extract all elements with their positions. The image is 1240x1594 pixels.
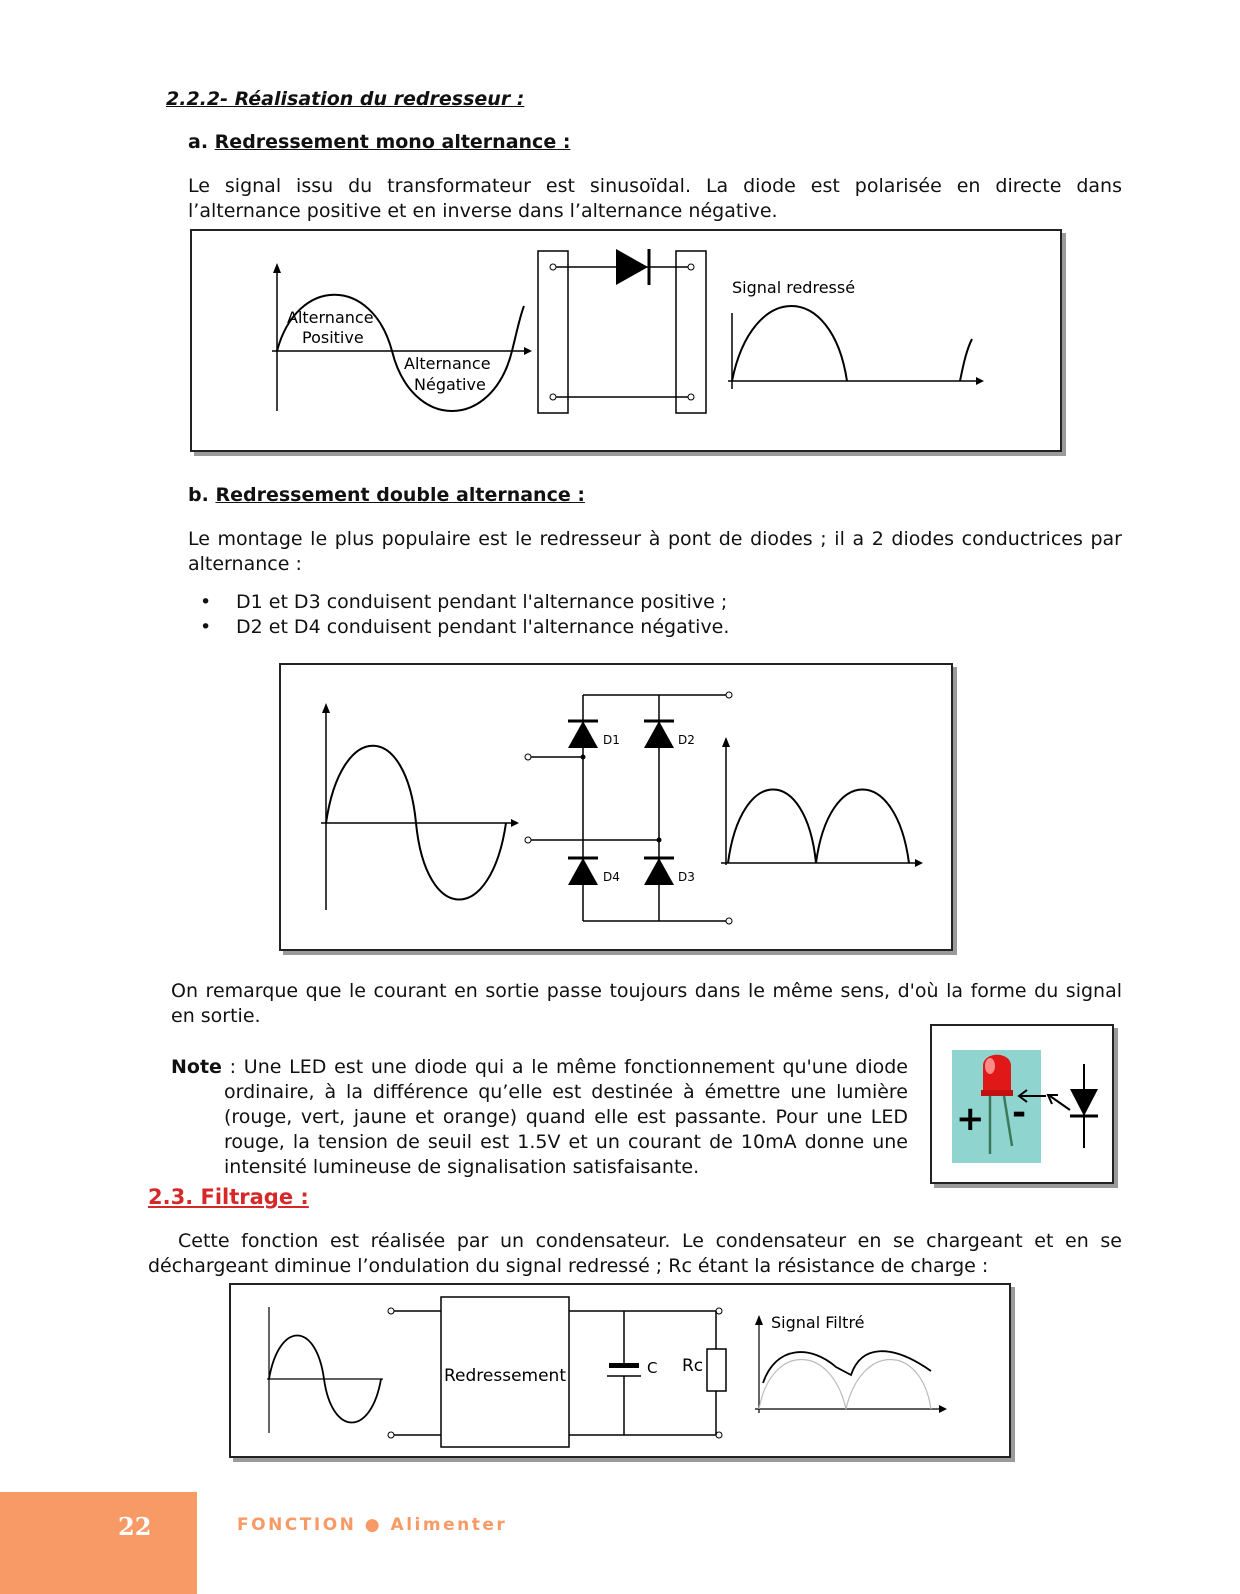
footer-band: [0, 1492, 197, 1594]
bullet-list: [190, 590, 1090, 640]
filter-diagram: [231, 1285, 1009, 1456]
diode-label-d4: D4: [603, 870, 620, 884]
capacitor-icon: [607, 1311, 641, 1435]
led-diagram: [932, 1026, 1112, 1182]
figure-pont-diodes: [279, 663, 953, 951]
note-text: : Une LED est une diode qui a le même fonctionnement qu'une diode ordinaire, à la différence qu’elle est destinée à émettre une lumière (rouge, vert, jaune et orange) quand elle est passante. Pour une LED rouge, la tension de seuil est 1.5V et un courant de 10mA donne une intensité lumineuse de signalisation satisfaisante.: [224, 1056, 908, 1178]
heading-b-title: Redressement double alternance :: [215, 484, 585, 506]
resistor-icon: [707, 1311, 726, 1435]
figure-led: [930, 1024, 1114, 1184]
paragraph-remark: On remarque que le courant en sortie passe toujours dans le même sens, d'où la forme du signal en sortie.: [171, 980, 1122, 1027]
figure-mono-alternance: [190, 229, 1062, 452]
fig1-label-neg-1: Alternance: [404, 354, 491, 373]
filtered-signal-label: Signal Filtré: [771, 1313, 865, 1332]
diode-icon: [568, 721, 598, 748]
diode-icon: [644, 721, 674, 748]
fig1-label-pos-1: Alternance: [287, 308, 374, 327]
heading-a: [188, 131, 570, 153]
heading-a-title: Redressement mono alternance :: [214, 131, 571, 153]
subsection-heading: 2.2.2- Réalisation du redresseur :: [166, 88, 525, 110]
page-number: 22: [118, 1512, 152, 1541]
diode-icon: [616, 249, 649, 285]
list-item: • D2 et D4 conduisent pendant l'alternance négative.: [190, 615, 1090, 640]
light-arrow-icon: [1048, 1095, 1070, 1110]
capacitor-label: C: [647, 1359, 658, 1377]
diode-label-d1: D1: [603, 733, 620, 747]
paragraph-double: Le montage le plus populaire est le redresseur à pont de diodes ; il a 2 diodes conductrices par alternance :: [188, 528, 1122, 575]
mono-alternance-diagram: [192, 231, 1060, 450]
note-paragraph: [171, 1055, 908, 1180]
bridge-diagram: [281, 665, 951, 949]
fig1-signal-label: Signal redressé: [732, 278, 856, 297]
diode-label-d2: D2: [678, 733, 695, 747]
fig1-label-pos-2: Positive: [302, 328, 364, 347]
diode-icon: [644, 858, 674, 885]
fig1-label-neg-2: Négative: [414, 375, 486, 394]
paragraph-mono: Le signal issu du transformateur est sinusoïdal. La diode est polarisée en directe dans l’alternance positive et en inverse dans l’alternance négative.: [188, 175, 1122, 222]
led-plus: +: [956, 1099, 985, 1139]
diode-icon: [568, 858, 598, 885]
diode-label-d3: D3: [678, 870, 695, 884]
footer-title: FONCTION ● Alimenter: [237, 1515, 508, 1535]
resistor-label: Rc: [682, 1356, 704, 1376]
figure-filtrage: [229, 1283, 1011, 1458]
paragraph-filtrage: Cette fonction est réalisée par un condensateur. Le condensateur en se chargeant et en se déchargeant diminue l’ondulation du signal redressé ; Rc étant la résistance de charge :: [148, 1230, 1122, 1277]
heading-b-letter: b.: [188, 484, 209, 506]
section-heading: 2.3. Filtrage :: [148, 1185, 309, 1209]
heading-b: [188, 484, 585, 506]
list-item: • D1 et D3 conduisent pendant l'alternance positive ;: [190, 590, 1090, 615]
heading-a-letter: a.: [188, 131, 209, 153]
led-minus: -: [1012, 1093, 1027, 1133]
diode-symbol-icon: [1070, 1064, 1098, 1148]
note-label: Note: [171, 1056, 222, 1078]
rectifier-block-label: Redressement: [443, 1366, 567, 1386]
